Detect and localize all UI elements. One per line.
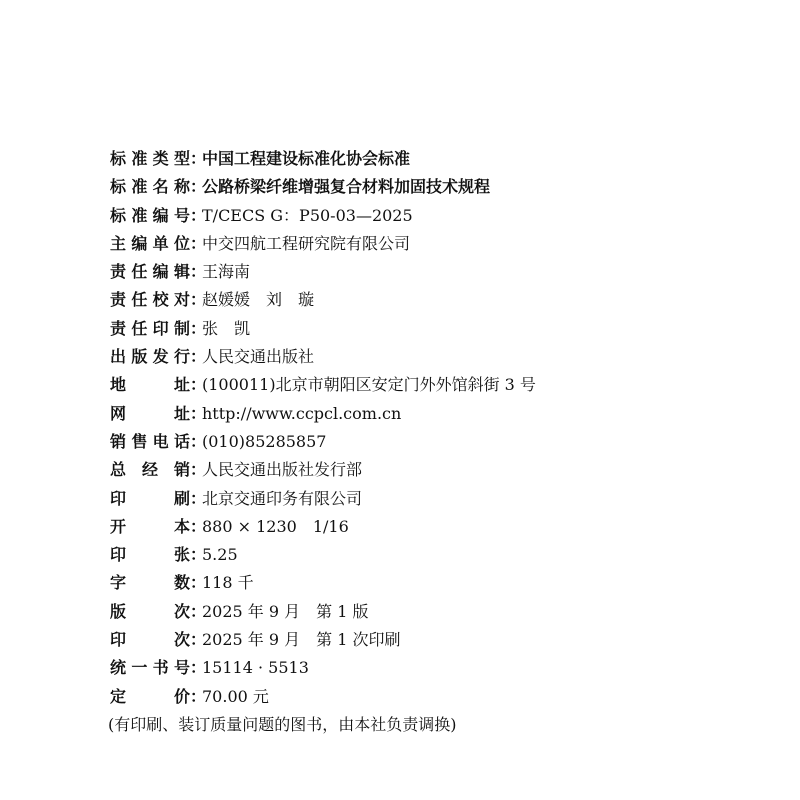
separator: ：	[190, 262, 207, 282]
separator: ：	[190, 290, 207, 310]
row-standard-type	[110, 145, 770, 173]
row-printing	[110, 626, 770, 654]
separator: ：	[190, 375, 207, 395]
value-proofreader: 赵媛媛 刘 璇	[202, 290, 315, 310]
label-address: 地址	[110, 375, 190, 395]
separator: ：	[190, 177, 207, 197]
quality-note: (有印刷、装订质量问题的图书，由本社负责调换)	[108, 714, 457, 734]
row-word-count	[110, 569, 770, 597]
label-format: 开本	[110, 516, 190, 536]
value-printer: 北京交通印务有限公司	[202, 488, 363, 508]
separator: ：	[190, 403, 207, 423]
label-word-count: 字数	[110, 573, 190, 593]
row-printer	[110, 485, 770, 513]
row-standard-name	[110, 173, 770, 201]
row-address	[110, 371, 770, 399]
row-chief-editor-unit	[110, 230, 770, 258]
value-standard-number: T/CECS G：P50-03—2025	[202, 205, 413, 225]
separator: ：	[190, 686, 207, 706]
value-sheets: 5.25	[202, 545, 238, 565]
label-sales-phone: 销售电话	[110, 431, 190, 451]
row-proofreader	[110, 286, 770, 314]
row-distributor	[110, 456, 770, 484]
label-print-supervisor: 责任印制	[110, 318, 190, 338]
row-format	[110, 513, 770, 541]
label-book-number: 统一书号	[110, 658, 190, 678]
label-standard-name: 标准名称	[110, 177, 190, 197]
separator: ：	[190, 488, 207, 508]
value-standard-name: 公路桥梁纤维增强复合材料加固技术规程	[202, 177, 491, 197]
value-print-supervisor: 张 凯	[202, 318, 251, 338]
row-standard-number	[110, 202, 770, 230]
label-distributor: 总经销	[110, 460, 190, 480]
separator: ：	[190, 347, 207, 367]
separator: ：	[190, 233, 207, 253]
label-edition: 版次	[110, 601, 190, 621]
separator: ：	[190, 205, 207, 225]
row-publisher	[110, 343, 770, 371]
value-format: 880 × 1230 1/16	[202, 516, 349, 536]
separator: ：	[190, 545, 207, 565]
value-printing: 2025 年 9 月 第 1 次印刷	[202, 630, 401, 650]
value-price: 70.00 元	[202, 686, 269, 706]
label-chief-editor-unit: 主编单位	[110, 233, 190, 253]
label-price: 定价	[110, 686, 190, 706]
label-standard-type: 标准类型	[110, 149, 190, 168]
value-book-number: 15114 · 5513	[202, 658, 309, 678]
value-edition: 2025 年 9 月 第 1 版	[202, 601, 369, 621]
row-edition	[110, 598, 770, 626]
label-proofreader: 责任校对	[110, 290, 190, 310]
label-printer: 印刷	[110, 488, 190, 508]
value-chief-editor-unit: 中交四航工程研究院有限公司	[202, 233, 411, 253]
value-responsible-editor: 王海南	[202, 262, 251, 282]
label-sheets: 印张	[110, 545, 190, 565]
separator: ：	[190, 516, 207, 536]
separator: ：	[190, 318, 207, 338]
value-publisher: 人民交通出版社	[202, 347, 315, 367]
label-website: 网址	[110, 403, 190, 423]
label-publisher: 出版发行	[110, 347, 190, 367]
row-print-supervisor	[110, 315, 770, 343]
row-book-number	[110, 654, 770, 682]
value-address: (100011)北京市朝阳区安定门外外馆斜街 3 号	[202, 375, 536, 395]
colophon-block	[110, 145, 770, 739]
separator: ：	[190, 573, 207, 593]
value-word-count: 118 千	[202, 573, 254, 593]
separator: ：	[190, 431, 207, 451]
value-website: http://www.ccpcl.com.cn	[202, 403, 402, 423]
row-website	[110, 400, 770, 428]
value-sales-phone: (010)85285857	[202, 431, 327, 451]
row-responsible-editor	[110, 258, 770, 286]
separator: ：	[190, 149, 207, 168]
label-printing: 印次	[110, 630, 190, 650]
row-sales-phone	[110, 428, 770, 456]
value-standard-type: 中国工程建设标准化协会标准	[202, 149, 411, 168]
label-standard-number: 标准编号	[110, 205, 190, 225]
separator: ：	[190, 460, 207, 480]
separator: ：	[190, 630, 207, 650]
separator: ：	[190, 601, 207, 621]
row-price	[110, 683, 770, 711]
separator: ：	[190, 658, 207, 678]
label-responsible-editor: 责任编辑	[110, 262, 190, 282]
row-sheets	[110, 541, 770, 569]
value-distributor: 人民交通出版社发行部	[202, 460, 363, 480]
